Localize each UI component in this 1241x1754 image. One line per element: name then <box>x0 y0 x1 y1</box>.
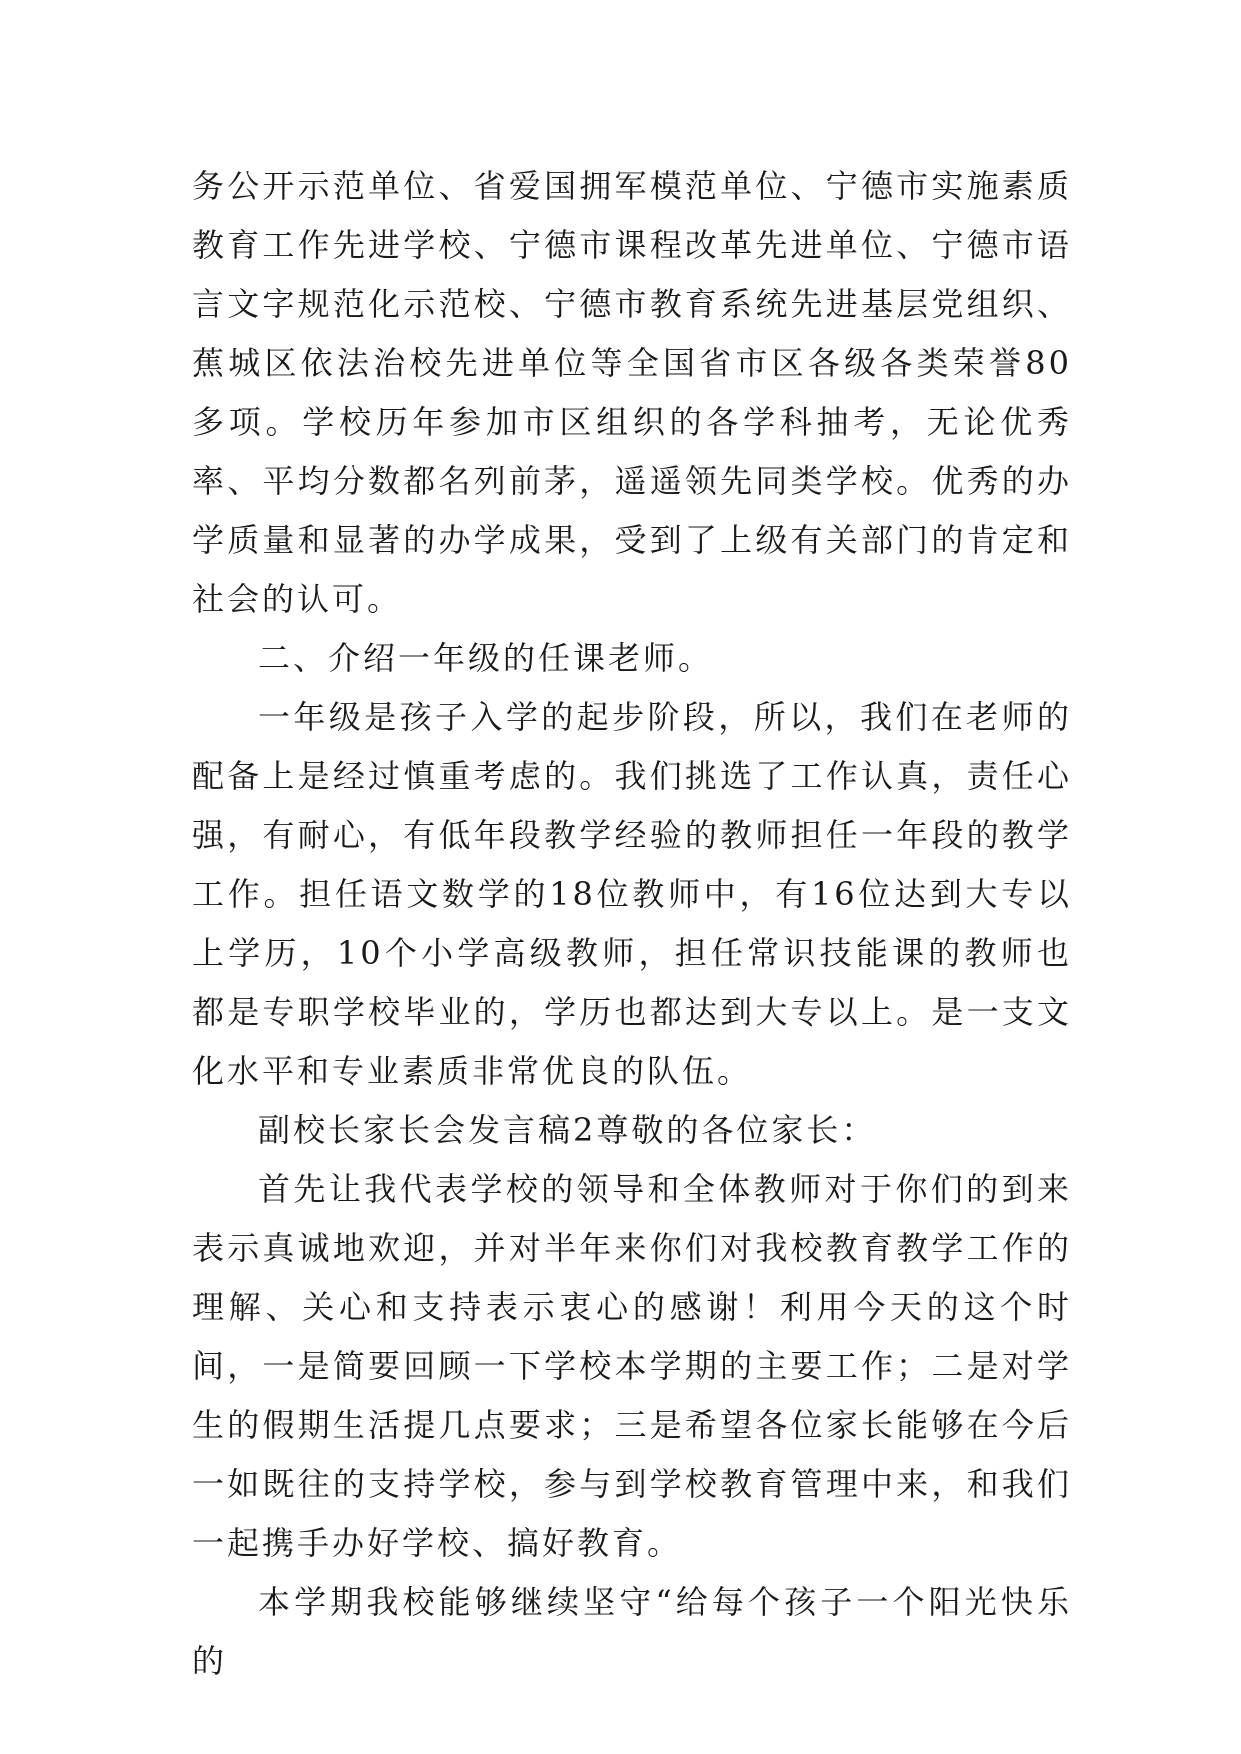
paragraph-section-heading: 二、介绍一年级的任课老师。 <box>258 639 714 677</box>
paragraph-speech-title: 副校长家长会发言稿2尊敬的各位家长： <box>258 1111 877 1149</box>
document-body <box>192 157 1072 1691</box>
paragraph-semester: 本学期我校能够继续坚守“给每个孩子一个阳光快乐的 <box>192 1583 1072 1680</box>
paragraph-honors: 务公开示范单位、省爱国拥军模范单位、宁德市实施素质教育工作先进学校、宁德市课程改革先进单位、宁德市语言文字规范化示范校、宁德市教育系统先进基层党组织、蕉城区依法治校先进单位等全国省市区各级各类荣誉80多项。学校历年参加市区组织的各学科抽考，无论优秀率、平均分数都名列前茅，遥遥领先同类学校。优秀的办学质量和显著的办学成果，受到了上级有关部门的肯定和社会的认可。 <box>192 167 1072 618</box>
paragraph-welcome: 首先让我代表学校的领导和全体教师对于你们的到来表示真诚地欢迎，并对半年来你们对我校教育教学工作的理解、关心和支持表示衷心的感谢！利用今天的这个时间，一是简要回顾一下学校本学期的主要工作；二是对学生的假期生活提几点要求；三是希望各位家长能够在今后一如既往的支持学校，参与到学校教育管理中来，和我们一起携手办好学校、搞好教育。 <box>192 1170 1072 1562</box>
paragraph-teachers: 一年级是孩子入学的起步阶段，所以，我们在老师的配备上是经过慎重考虑的。我们挑选了工作认真，责任心强，有耐心，有低年段教学经验的教师担任一年段的教学工作。担任语文数学的18位教师中，有16位达到大专以上学历，10个小学高级教师，担任常识技能课的教师也都是专职学校毕业的，学历也都达到大专以上。是一支文化水平和专业素质非常优良的队伍。 <box>192 698 1072 1090</box>
